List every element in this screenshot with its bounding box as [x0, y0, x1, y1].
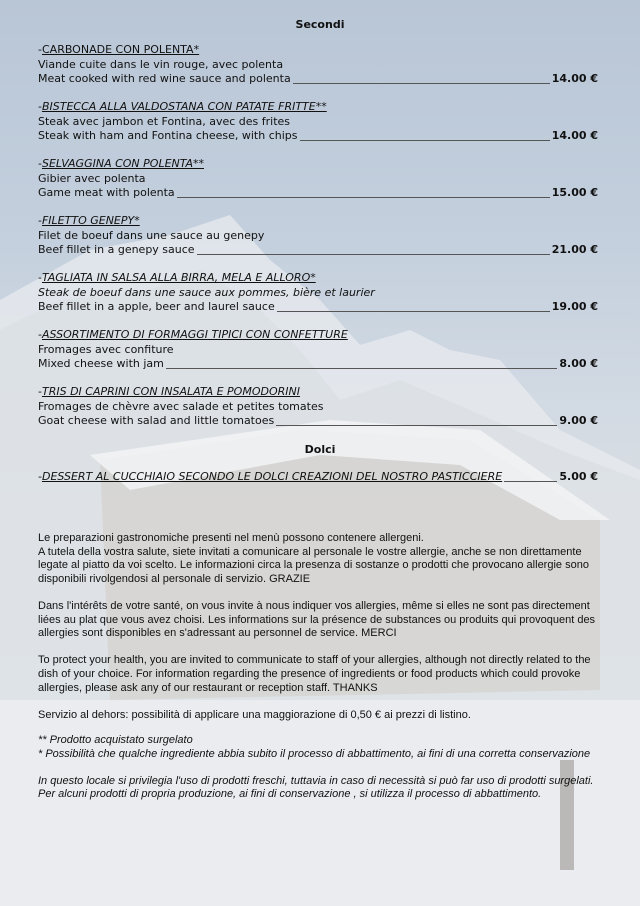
- item-description-fr: Gibier avec polenta: [38, 171, 146, 185]
- item-price: 19.00 €: [551, 300, 598, 313]
- item-description-en: Game meat with polenta: [38, 186, 175, 199]
- leader-line: [276, 425, 557, 426]
- allergen-notes: [38, 532, 603, 736]
- item-name: FILETTO GENEPY*: [41, 214, 140, 227]
- item-description-fr: Steak de boeuf dans une sauce aux pommes, bière et laurier: [38, 285, 375, 299]
- allergen-note-fr: Dans l'intérêts de votre santé, on vous invite à nous indiquer vos allergies, même si elles ne sont pas directement liées au plat que vous avez choisi. Les informations sur la présence de substances ou produits qui provoquent des allergies sont disponibles en s'adressant au personnel de service. MERCI: [38, 599, 596, 640]
- item-name: BISTECCA ALLA VALDOSTANA CON PATATE FRITTE**: [41, 100, 327, 113]
- item-price: 15.00 €: [551, 186, 598, 199]
- dash: -: [38, 385, 42, 398]
- menu-item: [38, 157, 598, 201]
- leader-line: [177, 197, 550, 198]
- dash: -: [38, 470, 42, 483]
- leader-line: [504, 481, 557, 482]
- menu-item: [38, 214, 598, 258]
- item-price: 14.00 €: [551, 129, 598, 142]
- leader-line: [166, 368, 558, 369]
- menu-item: [38, 328, 598, 372]
- allergen-note-en: To protect your health, you are invited to communicate to staff of your allergies, although not directly related to the dish of your choice. For information regarding the presence of ingredients or food products which could provoke allergies, please ask any of our restaurant or reception staff. THANKS: [38, 654, 591, 694]
- footnotes: [38, 734, 603, 816]
- item-name: TAGLIATA IN SALSA ALLA BIRRA, MELA E ALLORO*: [41, 271, 316, 284]
- menu-item: [38, 100, 598, 144]
- item-description-en: Beef fillet in a genepy sauce: [38, 243, 195, 256]
- item-description-en: Mixed cheese with jam: [38, 357, 164, 370]
- item-price: 21.00 €: [551, 243, 598, 256]
- allergen-note-it-intro: Le preparazioni gastronomiche presenti nel menù possono contenere allergeni.: [38, 532, 424, 544]
- section-title-secondi: Secondi: [295, 18, 345, 31]
- dash: -: [38, 100, 42, 113]
- dash: -: [38, 271, 42, 284]
- item-description-fr: Viande cuite dans le vin rouge, avec polenta: [38, 57, 284, 71]
- item-name: TRIS DI CAPRINI CON INSALATA E POMODORINI: [41, 385, 300, 398]
- section-title-dolci: Dolci: [304, 443, 336, 456]
- item-description-fr: Steak avec jambon et Fontina, avec des frites: [38, 114, 291, 128]
- item-description-fr: Fromages avec confiture: [38, 342, 174, 356]
- fresh-products-note: In questo locale si privilegia l'uso di prodotti freschi, tuttavia in caso di necessità si può far uso di prodotti surgelati. Per alcuni prodotti di propria produzione, ai fini di conservazione , si utilizza il processo di abbattimento.: [38, 774, 594, 801]
- item-description-en: Beef fillet in a apple, beer and laurel sauce: [38, 300, 275, 313]
- dash: -: [38, 157, 42, 170]
- item-description-fr: Filet de boeuf dans une sauce au genepy: [38, 228, 265, 242]
- menu-item: [38, 385, 598, 429]
- dash: -: [38, 43, 42, 56]
- leader-line: [300, 140, 550, 141]
- item-name: ASSORTIMENTO DI FORMAGGI TIPICI CON CONFETTURE: [41, 328, 348, 341]
- item-name: DESSERT AL CUCCHIAIO SECONDO LE DOLCI CREAZIONI DEL NOSTRO PASTICCIERE: [41, 470, 503, 483]
- menu-item: [38, 271, 598, 315]
- item-price: 8.00 €: [559, 357, 598, 370]
- footnote-abbattimento: * Possibilità che qualche ingrediente abbia subito il processo di abbattimento, ai fini di una corretta conservazione: [38, 747, 591, 760]
- footnote-frozen: ** Prodotto acquistato surgelato: [38, 734, 193, 746]
- leader-line: [197, 254, 550, 255]
- dash: -: [38, 214, 42, 227]
- item-price: 14.00 €: [551, 72, 598, 85]
- item-description-en: Meat cooked with red wine sauce and polenta: [38, 72, 291, 85]
- leader-line: [293, 83, 550, 84]
- item-description-en: Steak with ham and Fontina cheese, with chips: [38, 129, 298, 142]
- leader-line: [277, 311, 550, 312]
- dehors-surcharge-note: Servizio al dehors: possibilità di applicare una maggiorazione di 0,50 € ai prezzi di listino.: [38, 708, 471, 721]
- item-price: 5.00 €: [559, 470, 598, 483]
- dash: -: [38, 328, 42, 341]
- item-name: SELVAGGINA CON POLENTA**: [41, 157, 204, 170]
- item-description-fr: Fromages de chèvre avec salade et petites tomates: [38, 399, 324, 413]
- menu-item: [38, 470, 598, 485]
- allergen-note-it: A tutela della vostra salute, siete invitati a comunicare al personale le vostre allergie, anche se non direttamente legate al piatto da voi scelto. Le informazioni circa la presenza di sostanze o prodotti che provocano allergie sono disponibili rivolgendosi al personale di servizio. GRAZIE: [38, 545, 589, 585]
- menu-item: [38, 43, 598, 87]
- item-description-en: Goat cheese with salad and little tomatoes: [38, 414, 275, 427]
- item-price: 9.00 €: [559, 414, 598, 427]
- item-name: CARBONADE CON POLENTA*: [41, 43, 200, 56]
